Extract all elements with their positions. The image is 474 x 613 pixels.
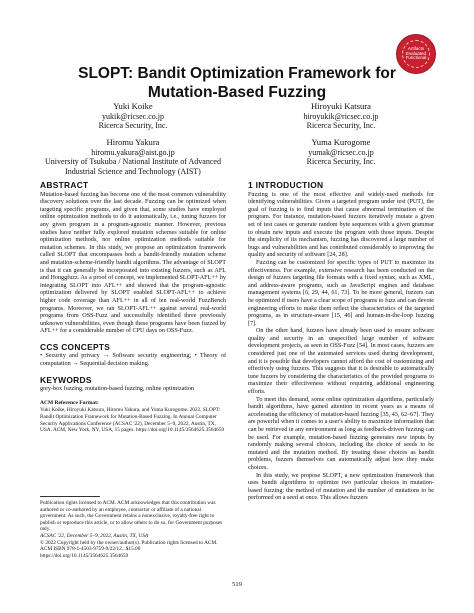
author-email: yumak@ricsec.co.jp bbox=[308, 147, 374, 157]
reference-text: Yuki Koike, Hiroyuki Katsura, Hiromu Yakura, and Yuma Kurogome. 2022. SLOPT: Bandit Optimization Framework for Mutation-Based Fuzzing. In Annual Computer Security Applications Conference (ACSAC '22), December 5–9, 2022, Austin, TX, USA. ACM, New York, NY, USA, 15 pages. https://doi.org/10.1145/3564625.3564659 bbox=[40, 407, 225, 434]
author-email: hiromu.yakura@aist.go.jp bbox=[91, 147, 175, 157]
author-affiliation: University of Tsukuba / National Institute of Advanced bbox=[45, 157, 221, 167]
author-block-1 bbox=[40, 102, 226, 131]
page-number: 519 bbox=[232, 581, 242, 588]
intro-paragraph-3: On the other hand, fuzzers have already been used to ensure software quality and security in an unspecified large number of software development projects, as seen in OSS-Fuzz [54]. In most cases, fuzzers are considered just one of the automated services used during development, and it is possible that developers cannot afford the cost of customizing and effectively using fuzzers. This suggests that it is desirable to automatically tune fuzzers by considering the characteristics of the provided programs to maximize their effectiveness without requiring additional engineering efforts. bbox=[248, 328, 434, 396]
right-column bbox=[248, 182, 434, 503]
footnote-rule bbox=[40, 496, 100, 497]
author-affiliation: Ricerca Security, Inc. bbox=[306, 121, 376, 131]
title-line-2: Mutation-Based Fuzzing bbox=[147, 84, 327, 101]
intro-paragraph-1: Fuzzing is one of the most effective and widely-used methods for identifying vulnerabilities. Given a targeted program under test (PUT), the goal of fuzzing is to find inputs that cause abnormal termination of the program. For instance, mutation-based fuzzers iteratively mutate a given set of test cases or generate random byte sequences with a given grammar to obtain new inputs and execute the program with those inputs. Despite the simplicity of its mechanism, fuzzing has discovered a large number of bugs and vulnerabilities and has contributed considerably to improving the quality and security of software [24, 28]. bbox=[248, 191, 434, 259]
author-name: Hiromu Yakura bbox=[106, 137, 160, 147]
intro-paragraph-5: In this study, we propose SLOPT, a new optimization framework that uses bandit algorithms to optimize two particular choices in mutation-based fuzzing: the method of mutation and the number of mutations to be performed on a seed at once. This allows fuzzers bbox=[248, 472, 434, 502]
footnote-rights: Publication rights licensed to ACM. ACM acknowledges that this contribution was authored or co-authored by an employee, contractor or affiliate of a national government. As such, the Government retains a nonexclusive, royalty-free right to publish or reproduce this article, or to allow others to do so, for Government purposes only. bbox=[40, 500, 223, 533]
author-email: yukik@ricsec.co.jp bbox=[101, 111, 164, 121]
author-name: Yuki Koike bbox=[113, 101, 153, 111]
author-email: hiroyukik@ricsec.co.jp bbox=[303, 111, 379, 121]
footnote-doi: https://doi.org/10.1145/3564625.3564659 bbox=[40, 552, 129, 559]
author-affiliation: Ricerca Security, Inc. bbox=[306, 157, 376, 167]
reference-heading: ACM Reference Format: bbox=[40, 399, 99, 406]
author-affiliation: Ricerca Security, Inc. bbox=[98, 121, 168, 131]
footnote-venue: ACSAC '22, December 5–9, 2022, Austin, TX, USA bbox=[40, 532, 149, 539]
keywords-text: grey-box fuzzing, mutation-based fuzzing, online optimization bbox=[40, 386, 194, 393]
author-name: Hiroyuki Katsura bbox=[311, 101, 371, 111]
keywords-heading: KEYWORDS bbox=[40, 374, 92, 385]
intro-paragraph-2: Fuzzing can be customized for specific types of PUT to maximize its effectiveness. For example, extensive research has been conducted on the design of fuzzers targeting file formats with a fixed syntax, such as XML, and address-aware programs, such as JavaScript engines and database management systems [6, 29, 44, 61, 73]. To be more general, fuzzers can be optimized if users have a clear scope of programs to fuzz and can devote engineering efforts to make them reflect the characteristics of the targeted programs, as in structure-aware [15, 46] and human-in-the-loop fuzzing [7]. bbox=[248, 259, 434, 327]
abstract-text: Mutation-based fuzzing has become one of the most common vulnerability discovery solutions over the last decade. Fuzzing can be optimized when targeting specific programs, and given that, some studies have employed online optimization methods to do it automatically, i.e., tuning fuzzers for any given program in a program-agnostic manner. However, previous studies have neither fully explored mutation schemes suitable for online optimization methods, nor online optimization methods suitable for mutation schemes. In this study, we propose an optimization framework called SLOPT that encompasses both a bandit-friendly mutation scheme and mutation-scheme-friendly bandit algorithms. The advantage of SLOPT is that it can generally be incorporated into existing fuzzers, such as AFL and Honggfuzz. As a proof of concept, we implemented SLOPT-AFL++ by integrating SLOPT into AFL++ and showed that the program-agnostic optimization delivered by SLOPT enabled SLOPT-AFL++ to achieve higher code coverage than AFL++ in all of ten real-world FuzzBench programs. Moreover, we ran SLOPT-AFL++ against several real-world programs from OSS-Fuzz and successfully identified three previously unknown vulnerabilities, even though these programs have been fuzzed by AFL++ for a considerable number of CPU days on OSS-Fuzz. bbox=[40, 191, 226, 335]
intro-paragraph-4: To meet this demand, some online optimization algorithms, particularly bandit algorithms, have gained attention in recent years as a means of accelerating the efficiency of mutation-based fuzzing [35, 43, 62–67]. They are powerful when it comes to a user's ability to maximize information that can be retrieved in any environment as long as feedback-driven fuzzing can be used. For example, mutation-based fuzzing generates new inputs by randomly making several choices, including the choice of seeds to be mutated and the mutation method. By treating these choices as bandit problems, fuzzers themselves can automatically adjust how they make choices. bbox=[248, 396, 434, 471]
badge-text: Artifacts Evaluated Functional bbox=[405, 45, 427, 61]
paper-title bbox=[0, 64, 474, 102]
author-block-2 bbox=[248, 102, 434, 131]
abstract-heading: ABSTRACT bbox=[40, 180, 89, 190]
author-block-3 bbox=[40, 138, 226, 176]
intro-heading: 1 INTRODUCTION bbox=[248, 180, 324, 190]
author-block-4 bbox=[248, 138, 434, 167]
left-column bbox=[40, 182, 226, 434]
ccs-heading: CCS CONCEPTS bbox=[40, 341, 111, 352]
footnote bbox=[40, 500, 226, 559]
ccs-text: • Security and privacy → Software security engineering; • Theory of computation → Sequential decision making. bbox=[40, 353, 226, 368]
author-affiliation-2: Industrial Science and Technology (AIST) bbox=[65, 166, 201, 176]
footnote-copyright: © 2022 Copyright held by the owner/author(s). Publication rights licensed to ACM. ACM ISBN 978-1-4503-9759-9/22/12...$15.00 bbox=[40, 539, 218, 553]
title-line-1: SLOPT: Bandit Optimization Framework for bbox=[78, 65, 396, 82]
author-name: Yuma Kurogome bbox=[311, 137, 371, 147]
